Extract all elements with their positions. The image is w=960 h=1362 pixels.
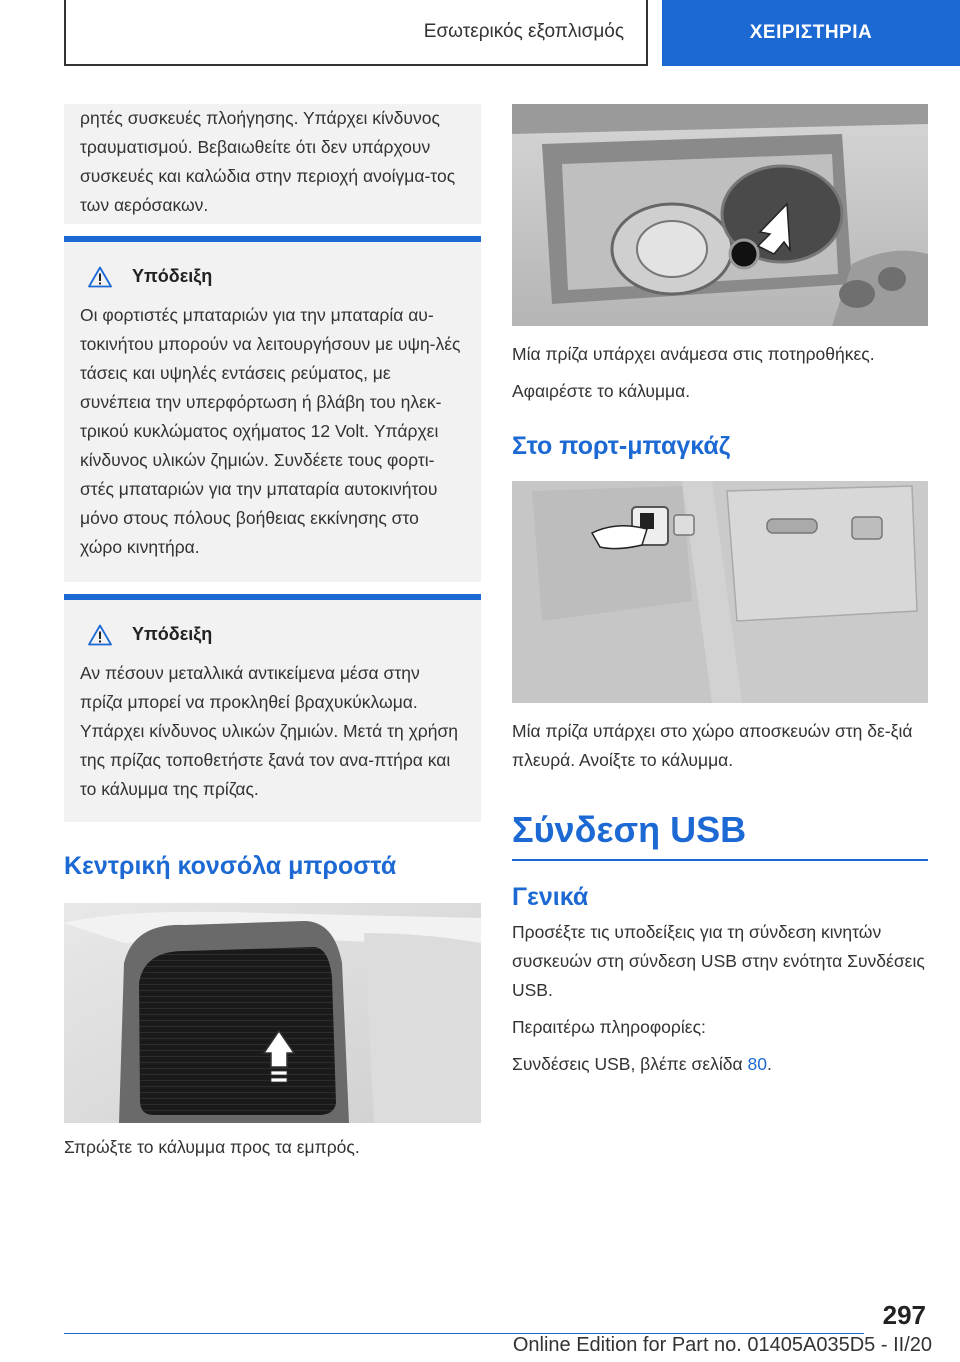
page-80-link[interactable]: 80: [747, 1054, 767, 1074]
notice-title-label: Υπόδειξη: [132, 624, 213, 644]
right-column: [512, 104, 928, 1079]
intro-text: ρητές συσκευές πλοήγησης. Υπάρχει κίνδυνος τραυματισμού. Βεβαιωθείτε ότι δεν υπάρχουν συσκευές και καλώδια στην περιοχή ανοίγμα-τος των αερόσακων.: [80, 108, 456, 215]
usb-text-2: Περαιτέρω πληροφορίες:: [512, 1017, 706, 1037]
notice-text: Αν πέσουν μεταλλικά αντικείμενα μέσα στην πρίζα μπορεί να προκληθεί βραχυκύκλωμα. Υπάρχει κίνδυνος υλικών ζημιών. Μετά τη χρήση της πρίζας τοποθετήστε ξανά τον ανα-πτήρα και το κάλυμμα της πρίζας.: [80, 663, 458, 799]
usb-heading: Σύνδεση USB: [512, 809, 928, 861]
usb-ref-prefix: Συνδέσεις USB, βλέπε σελίδα: [512, 1054, 748, 1074]
warning-triangle-icon: [88, 266, 112, 288]
usb-text-3: [512, 1050, 928, 1079]
page-number: 297: [882, 1300, 926, 1330]
usb-subheading: Γενικά: [512, 883, 589, 911]
notice-box-2: [64, 594, 481, 822]
front-console-photo: [64, 903, 481, 1123]
cargo-caption: Μία πρίζα υπάρχει στο χώρο αποσκευών στη δε-ξιά πλευρά. Ανοίξτε το κάλυμμα.: [512, 721, 913, 770]
usb-text-1: Προσέξτε τις υποδείξεις για τη σύνδεση κινητών συσκευών στη σύνδεση USB στην ενότητα Συνδέσεις USB.: [512, 922, 925, 1000]
console-caption-2: Αφαιρέστε το κάλυμμα.: [512, 381, 691, 401]
page-header: [64, 0, 960, 66]
section-title: Εσωτερικός εξοπλισμός: [64, 0, 648, 66]
notice-title-label: Υπόδειξη: [132, 266, 213, 286]
cargo-socket-photo: [512, 481, 928, 703]
notice-title: [80, 242, 465, 291]
notice-title: [80, 600, 465, 649]
footer-edition: Online Edition for Part no. 01405A035D5 - II/20: [512, 1334, 932, 1356]
left-column: [64, 104, 481, 1162]
intro-box: [64, 104, 481, 224]
notice-text: Οι φορτιστές μπαταριών για την μπαταρία αυ-τοκινήτου μπορούν να λειτουργήσουν με υψη-λές τάσεις και υψηλές εντάσεις ρεύματος, με συνέπεια την υπερφόρτωση ή βλάβη του ηλεκ-τρικού κυκλώματος οχήματος 12 Volt. Υπάρχει κίνδυνος υλικών ζημιών. Συνδέετε τους φορτι-στές μπαταριών για την μπαταρία αυτοκινήτου μόνο στους πόλους βοήθειας εκκίνησης στο χώρο κινητήρα.: [80, 305, 461, 557]
front-console-heading: Κεντρική κονσόλα μπροστά: [64, 852, 397, 880]
chapter-tab[interactable]: ΧΕΙΡΙΣΤΗΡΙΑ: [662, 0, 960, 66]
cargo-heading: Στο πορτ-μπαγκάζ: [512, 432, 731, 460]
cupholder-socket-photo: [512, 104, 928, 326]
notice-box-1: [64, 236, 481, 582]
console-caption-1: Μία πρίζα υπάρχει ανάμεσα στις ποτηροθήκες.: [512, 344, 875, 364]
front-console-caption: Σπρώξτε το κάλυμμα προς τα εμπρός.: [64, 1137, 360, 1157]
warning-triangle-icon: [88, 624, 112, 646]
usb-ref-suffix: .: [766, 1054, 772, 1074]
